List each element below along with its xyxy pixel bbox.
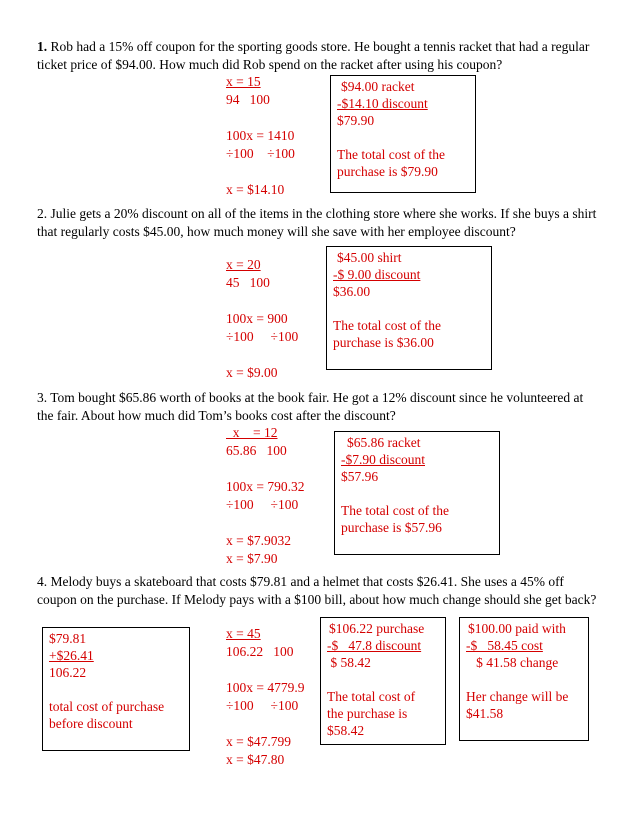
- proportion-bottom: 94 100: [226, 92, 270, 107]
- work-line: ÷100 ÷100: [226, 698, 299, 713]
- box-line: $ 58.42: [327, 655, 371, 670]
- work-line: ÷100 ÷100: [226, 329, 299, 344]
- problem-4-text: [37, 573, 602, 609]
- box-line: The total cost of the: [341, 503, 449, 518]
- box-line: [337, 129, 469, 146]
- box-line: The total cost of the: [337, 147, 445, 162]
- box-line: total cost of purchase: [49, 699, 165, 714]
- box-line: $45.00 shirt: [337, 250, 402, 265]
- box-line: $41.58: [466, 706, 504, 721]
- box-line: $ 41.58 change: [466, 655, 559, 670]
- box-line: before discount: [49, 716, 133, 731]
- problem-2-answer-box: [326, 246, 492, 370]
- work-blank: [226, 514, 305, 532]
- box-line: the purchase is: [327, 706, 408, 721]
- work-answer: x = $7.90: [226, 551, 278, 566]
- problem-3-number: 3.: [37, 390, 48, 405]
- work-blank: [226, 346, 298, 364]
- work-blank: [226, 163, 295, 181]
- box-line: [333, 300, 485, 317]
- problem-1-answer-box: [330, 75, 476, 193]
- box-line: -$ 9.00 discount: [333, 267, 421, 282]
- box-line: [49, 681, 183, 698]
- work-line: ÷100 ÷100: [226, 497, 299, 512]
- box-line: $100.00 paid with: [468, 621, 566, 636]
- problem-1-work: [226, 73, 295, 199]
- box-line: Her change will be: [466, 689, 569, 704]
- work-line: 100x = 1410: [226, 128, 295, 143]
- work-blank: [226, 460, 305, 478]
- proportion-bottom: 106.22 100: [226, 644, 294, 659]
- work-line: 100x = 4779.9: [226, 680, 305, 695]
- box-line: [341, 485, 493, 502]
- box-line: [466, 671, 582, 688]
- proportion-top: x = 45: [226, 626, 261, 641]
- problem-1-number: 1.: [37, 39, 48, 54]
- work-line: 100x = 790.32: [226, 479, 305, 494]
- box-line: -$7.90 discount: [341, 452, 425, 467]
- work-line: ÷100 ÷100: [226, 146, 295, 161]
- proportion-top: x = 15: [226, 74, 261, 89]
- problem-4-subtotal-box: [42, 627, 190, 751]
- problem-4-work: [226, 625, 305, 769]
- problem-1-question: Rob had a 15% off coupon for the sporting goods store. He bought a tennis racket that had a regular ticket price of $94.00. How much did Rob spend on the racket after using his coupon?: [37, 39, 590, 72]
- work-blank: [226, 292, 298, 310]
- proportion-top: x = 20: [226, 257, 261, 272]
- work-answer: x = $47.80: [226, 752, 285, 767]
- box-line: -$ 58.45 cost: [466, 638, 543, 653]
- work-blank: [226, 715, 305, 733]
- box-line: The total cost of the: [333, 318, 441, 333]
- box-line: purchase is $36.00: [333, 335, 434, 350]
- box-line: $106.22 purchase: [329, 621, 425, 636]
- box-line: -$ 47.8 discount: [327, 638, 422, 653]
- box-line: -$14.10 discount: [337, 96, 428, 111]
- problem-4-change-box: [459, 617, 589, 741]
- box-line: $36.00: [333, 284, 371, 299]
- problem-4-discount-box: [320, 617, 446, 745]
- work-answer: x = $47.799: [226, 734, 291, 749]
- box-line: $94.00 racket: [341, 79, 415, 94]
- work-line: 100x = 900: [226, 311, 288, 326]
- box-line: [327, 671, 439, 688]
- box-line: $57.96: [341, 469, 379, 484]
- box-line: 106.22: [49, 665, 87, 680]
- work-answer: x = $9.00: [226, 365, 278, 380]
- box-line: $65.86 racket: [347, 435, 421, 450]
- work-blank: [226, 109, 295, 127]
- proportion-bottom: 65.86 100: [226, 443, 287, 458]
- problem-2-question: Julie gets a 20% discount on all of the items in the clothing store where she works. If she buys a shirt that regularly costs $45.00, how much money will she save with her employee discount?: [37, 206, 597, 239]
- box-line: purchase is $79.90: [337, 164, 438, 179]
- work-answer: x = $14.10: [226, 182, 285, 197]
- box-line: +$26.41: [49, 648, 94, 663]
- problem-3-text: [37, 389, 602, 425]
- problem-4-question: Melody buys a skateboard that costs $79.81 and a helmet that costs $26.41. She uses a 45% off coupon on the purchase. If Melody pays with a $100 bill, about how much change should she get back?: [37, 574, 597, 607]
- problem-3-question: Tom bought $65.86 worth of books at the book fair. He got a 12% discount since he volunteered at the fair. About how much did Tom’s books cost after the discount?: [37, 390, 584, 423]
- box-line: $79.81: [49, 631, 87, 646]
- problem-3-work: [226, 424, 305, 568]
- problem-2-work: [226, 256, 298, 382]
- problem-3-answer-box: [334, 431, 500, 555]
- work-answer: x = $7.9032: [226, 533, 291, 548]
- proportion-bottom: 45 100: [226, 275, 270, 290]
- problem-1-text: [37, 38, 602, 74]
- problem-2-number: 2.: [37, 206, 48, 221]
- box-line: The total cost of: [327, 689, 416, 704]
- work-blank: [226, 661, 305, 679]
- problem-4-number: 4.: [37, 574, 48, 589]
- box-line: $79.90: [337, 113, 375, 128]
- box-line: $58.42: [327, 723, 365, 738]
- problem-2-text: [37, 205, 602, 241]
- proportion-top: x = 12: [226, 425, 278, 440]
- box-line: purchase is $57.96: [341, 520, 442, 535]
